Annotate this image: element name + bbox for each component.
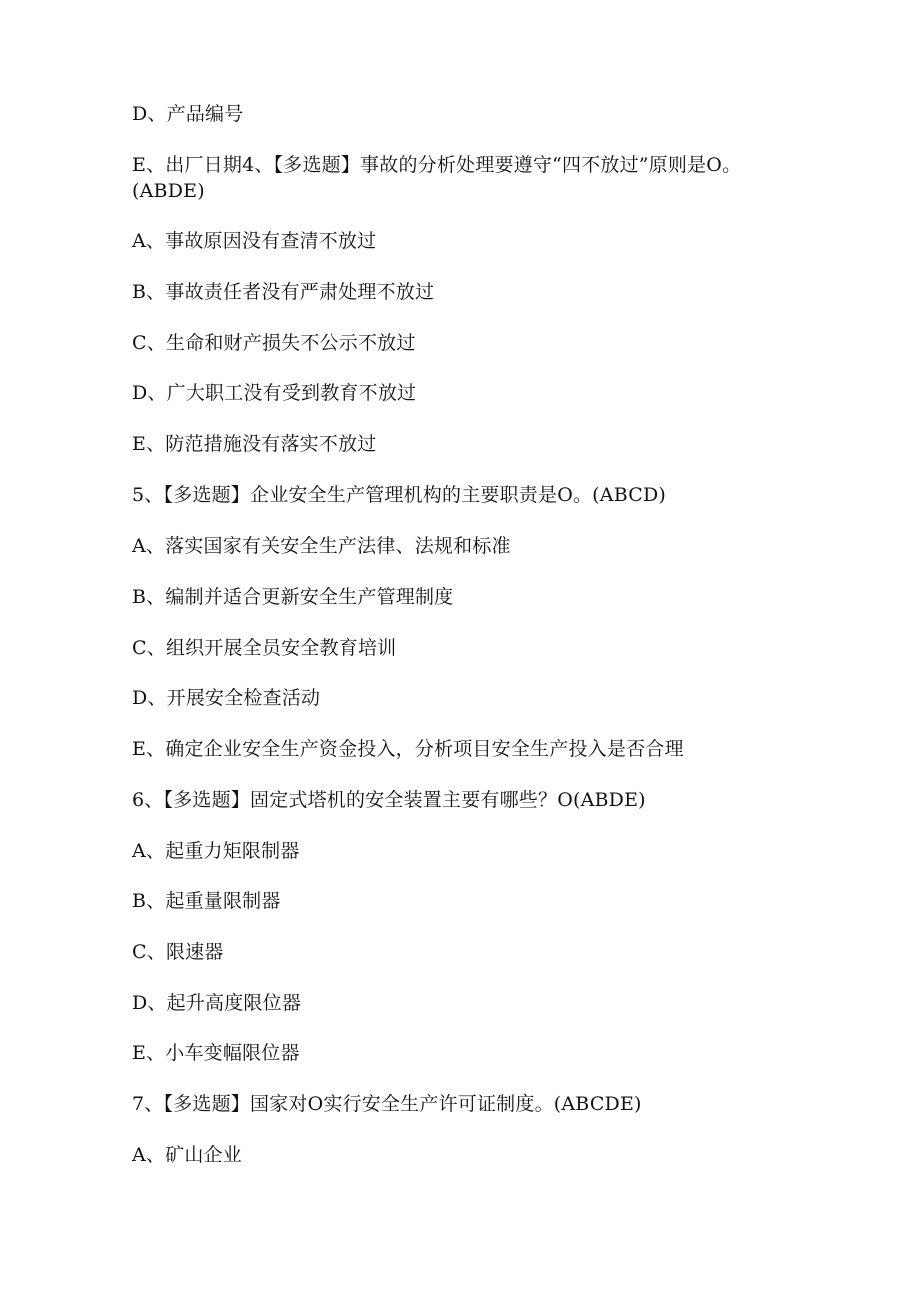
option-a-cause: A、事故原因没有查清不放过 xyxy=(132,230,377,252)
question-7: 7、【多选题】国家对O实行安全生产许可证制度。(ABCDE) xyxy=(132,1093,642,1115)
option-b-responsible: B、事故责任者没有严肃处理不放过 xyxy=(132,281,435,303)
option-d-product-number: D、产品编号 xyxy=(132,103,244,125)
option-c-loss: C、生命和财产损失不公示不放过 xyxy=(132,332,416,354)
question-6: 6、【多选题】固定式塔机的安全装置主要有哪些？O(ABDE) xyxy=(132,789,646,811)
option-e-measures: E、防范措施没有落实不放过 xyxy=(132,433,377,455)
option-a-laws: A、落实国家有关安全生产法律、法规和标准 xyxy=(132,535,511,557)
option-a-torque-limiter: A、起重力矩限制器 xyxy=(132,840,300,862)
option-b-rules: B、编制并适合更新安全生产管理制度 xyxy=(132,586,454,608)
option-e-funding: E、确定企业安全生产资金投入，分析项目安全生产投入是否合理 xyxy=(132,738,684,760)
option-e-and-question-4: E、出厂日期4、【多选题】事故的分析处理要遵守“四不放过”原则是O。(ABDE) xyxy=(132,154,742,202)
option-c-training: C、组织开展全员安全教育培训 xyxy=(132,637,397,659)
option-d-education: D、广大职工没有受到教育不放过 xyxy=(132,382,417,404)
option-c-speed-limiter: C、限速器 xyxy=(132,941,224,963)
option-a-mining: A、矿山企业 xyxy=(132,1144,242,1166)
option-d-height-limiter: D、起升高度限位器 xyxy=(132,992,302,1014)
option-e-trolley-limiter: E、小车变幅限位器 xyxy=(132,1042,300,1064)
question-5: 5、【多选题】企业安全生产管理机构的主要职责是O。(ABCD) xyxy=(132,484,666,506)
option-d-inspection: D、开展安全检查活动 xyxy=(132,687,321,709)
option-b-weight-limiter: B、起重量限制器 xyxy=(132,890,281,912)
